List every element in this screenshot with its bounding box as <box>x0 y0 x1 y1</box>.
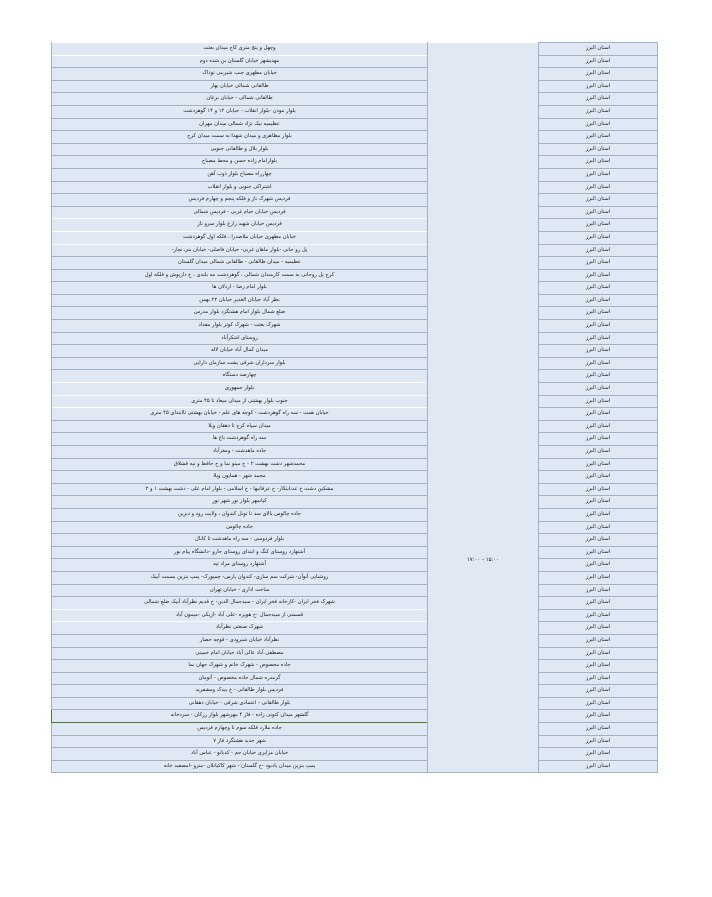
cell-province: استان البرز <box>539 723 658 736</box>
table-row <box>52 672 658 685</box>
table-row <box>52 584 658 597</box>
cell-address: بلوار مظاهری و میدان شهدا به سمت میدان کرج <box>52 131 428 144</box>
cell-address: بلوار سرداران شرقی پشت سازمان دارایی <box>52 357 428 370</box>
cell-province: استان البرز <box>539 320 658 333</box>
cell-address: طالقانی شمالی خیابان بهار <box>52 80 428 93</box>
table-row <box>52 80 658 93</box>
table-row <box>52 93 658 106</box>
table-row <box>52 370 658 383</box>
schedule-table <box>51 42 658 773</box>
table-row <box>52 710 658 723</box>
time-range-label: ۱۵:۰۰ - ۱۷:۰۰ <box>466 557 500 564</box>
cell-province: استان البرز <box>539 710 658 723</box>
cell-province: استان البرز <box>539 118 658 131</box>
cell-province: استان البرز <box>539 647 658 660</box>
cell-province: استان البرز <box>539 622 658 635</box>
table-row <box>52 307 658 320</box>
table-row <box>52 735 658 748</box>
cell-province: استان البرز <box>539 219 658 232</box>
schedule-table-body <box>52 43 658 773</box>
cell-address: گلشهر میدان کتونی زاده - فاز ۴ مهرشهر بلوار رزکان - سردخانه <box>52 710 428 723</box>
cell-province: استان البرز <box>539 68 658 81</box>
cell-province: استان البرز <box>539 257 658 270</box>
cell-address: شهر جدید هشتگرد فاز ۷ <box>52 735 428 748</box>
cell-address: وچهل و پنج متری کاج میدان بعثت <box>52 43 428 56</box>
cell-province: استان البرز <box>539 383 658 396</box>
cell-province: استان البرز <box>539 244 658 257</box>
cell-address: فردیس بلوار طالقانی - خ بیدک ومشفرید <box>52 685 428 698</box>
table-row <box>52 697 658 710</box>
table-row <box>52 508 658 521</box>
cell-province: استان البرز <box>539 508 658 521</box>
cell-address: چهارصد دستگاه <box>52 370 428 383</box>
table-row <box>52 660 658 673</box>
cell-address: مشکین دشت خ عدنایتکار- خ عرفانیها - خ اسلامی - بلوار امام علی - دشت بهشت ۱ و ۲ <box>52 483 428 496</box>
cell-address: جنوب بلوار بهشتی از میدان میعاد تا ۴۵ متری <box>52 395 428 408</box>
table-row <box>52 219 658 232</box>
cell-province: استان البرز <box>539 534 658 547</box>
table-row <box>52 257 658 270</box>
cell-province: استان البرز <box>539 408 658 421</box>
table-row <box>52 433 658 446</box>
cell-province: استان البرز <box>539 93 658 106</box>
cell-province: استان البرز <box>539 609 658 622</box>
cell-address: فردیس شهرک ناز و فلکه پنجم و چهارم فردیس <box>52 194 428 207</box>
table-row <box>52 534 658 547</box>
cell-province: استان البرز <box>539 80 658 93</box>
cell-address: جاده ملارد فلکه سوم تا وچهارم فردیس <box>52 723 428 736</box>
cell-province: استان البرز <box>539 131 658 144</box>
table-row <box>52 723 658 736</box>
table-row <box>52 471 658 484</box>
cell-province: استان البرز <box>539 458 658 471</box>
cell-province: استان البرز <box>539 231 658 244</box>
cell-province: استان البرز <box>539 357 658 370</box>
cell-address: نظرآباد خیابان شبرودی - قوچه حصار <box>52 634 428 647</box>
cell-province: استان البرز <box>539 483 658 496</box>
cell-province: استان البرز <box>539 672 658 685</box>
cell-address: میدان کمال آباد خیابان لاله <box>52 345 428 358</box>
cell-address: شهرک بعثت - شهرک کوثر بلوار مقداد <box>52 320 428 333</box>
table-row <box>52 68 658 81</box>
cell-province: استان البرز <box>539 433 658 446</box>
table-row <box>52 546 658 559</box>
table-row <box>52 181 658 194</box>
cell-province: استان البرز <box>539 105 658 118</box>
table-row <box>52 168 658 181</box>
cell-province: استان البرز <box>539 571 658 584</box>
cell-province: استان البرز <box>539 760 658 773</box>
table-row <box>52 206 658 219</box>
cell-address: خیابان همت - سه راه گوهردشت - کوچه های علم - خیابان بهشتی تاابتدای ۴۵ متری <box>52 408 428 421</box>
table-row <box>52 131 658 144</box>
table-row <box>52 748 658 761</box>
cell-address: بلوارامام زاده حسن و محط مصباح <box>52 156 428 169</box>
cell-address: بلوار بلال و طالقانی جنوبی <box>52 143 428 156</box>
table-row <box>52 408 658 421</box>
table-row <box>52 345 658 358</box>
cell-address: سه راه گوهردشت باغ ها <box>52 433 428 446</box>
table-row <box>52 420 658 433</box>
table-row <box>52 231 658 244</box>
table-row <box>52 760 658 773</box>
table-row <box>52 496 658 509</box>
cell-address: ضلع شمال بلوار امام هشتگرد بلوار مدرس <box>52 307 428 320</box>
cell-address: عظیمیه - میدان طالقانی - طالقانی شمالی میدان گلستان <box>52 257 428 270</box>
cell-address: مهدیشهر خیابان گلستان بن شده دوم <box>52 55 428 68</box>
table-row <box>52 43 658 56</box>
cell-address: قسمتی از سیدجمال -خ هویزه -علی آباد -ازبکی -میمون آباد <box>52 609 428 622</box>
table-row <box>52 383 658 396</box>
cell-province: استان البرز <box>539 345 658 358</box>
cell-province: استان البرز <box>539 43 658 56</box>
cell-address: شهرک فخر ایران -کارخانه فخر ایران - سیدجمال الدین- خ قدیم نظرآباد آبیک ضلع شمالی <box>52 597 428 610</box>
cell-province: استان البرز <box>539 735 658 748</box>
cell-province: استان البرز <box>539 471 658 484</box>
table-row <box>52 320 658 333</box>
cell-address: آشتهارد روستای کنگ و ابتدای روستای جارو -دانشگاه پیام نور <box>52 546 428 559</box>
cell-address: بلوار فردوسی - سه راه ماهدشت تا کانال <box>52 534 428 547</box>
table-row <box>52 118 658 131</box>
cell-address: بلوار امام رضا - اردلان ها <box>52 282 428 295</box>
cell-province: استان البرز <box>539 584 658 597</box>
table-row <box>52 483 658 496</box>
cell-address: عظیمیه نیک نژاد شمالی میدان مهران <box>52 118 428 131</box>
table-row <box>52 105 658 118</box>
cell-province: استان البرز <box>539 634 658 647</box>
cell-address: فردیس خیابان خیام غربی - فردیس شمالی <box>52 206 428 219</box>
cell-province: استان البرز <box>539 660 658 673</box>
cell-province: استان البرز <box>539 294 658 307</box>
cell-province: استان البرز <box>539 168 658 181</box>
cell-address: روشنایی آنوآن- شرکت سم سازی- کندوان پارس- چمپورک- پمپ بنزین بسمت آبیک <box>52 571 428 584</box>
cell-province: استان البرز <box>539 282 658 295</box>
table-row <box>52 294 658 307</box>
table-row <box>52 458 658 471</box>
schedule-table-container <box>55 42 658 773</box>
cell-address: چهارراه مصباح بلوار ذوب آهن <box>52 168 428 181</box>
cell-province: استان البرز <box>539 496 658 509</box>
table-row <box>52 622 658 635</box>
cell-address: آشتهارد روستای مراد تپه <box>52 559 428 572</box>
cell-province: استان البرز <box>539 181 658 194</box>
cell-address: جاده چالوس <box>52 521 428 534</box>
cell-address: میدان سپاه کرج تا دهقان ویلا <box>52 420 428 433</box>
cell-province: استان البرز <box>539 269 658 282</box>
cell-address: اشتراکی جنوبی و بلوار انقلاب <box>52 181 428 194</box>
table-row <box>52 269 658 282</box>
table-row <box>52 597 658 610</box>
cell-address: پل رو حانی -بلوار ماهان غربی- خیابان فاضلی- خیابان بنی نجار- <box>52 244 428 257</box>
cell-province: استان البرز <box>539 748 658 761</box>
cell-province: استان البرز <box>539 307 658 320</box>
table-row <box>52 685 658 698</box>
cell-address: فردیس خیابان شهید زارع بلوار سرو ناز <box>52 219 428 232</box>
table-row <box>52 446 658 459</box>
cell-address: طالقانی شمالی - خیابان برغان <box>52 93 428 106</box>
cell-province: استان البرز <box>539 420 658 433</box>
cell-address: جاده ماهدشت - ومغزآباد <box>52 446 428 459</box>
table-row <box>52 143 658 156</box>
cell-province: استان البرز <box>539 546 658 559</box>
cell-province: استان البرز <box>539 332 658 345</box>
cell-address: بلوار موذن -بلوار انقلاب - خیابان ۱۲ و ۱۴ گوهردشت <box>52 105 428 118</box>
cell-address: بلوار جمهوری <box>52 383 428 396</box>
table-row <box>52 634 658 647</box>
cell-address: کرج پل روحانی به سمت کارمندان شمالی ، گوهردشت مه بلندی ، خ داریوش و فلکه اول <box>52 269 428 282</box>
table-row <box>52 571 658 584</box>
table-row <box>52 647 658 660</box>
cell-province: استان البرز <box>539 559 658 572</box>
table-row <box>52 395 658 408</box>
cell-province: استان البرز <box>539 370 658 383</box>
cell-province: استان البرز <box>539 143 658 156</box>
cell-address: خیابان مطهری خیابان ملاصدرا ، فلکه اول گوهردشت <box>52 231 428 244</box>
cell-province: استان البرز <box>539 697 658 710</box>
cell-address: مصطفی آباد عالی آباد خیابان امام خمینی <box>52 647 428 660</box>
cell-time-range <box>428 43 539 773</box>
table-row <box>52 244 658 257</box>
cell-address: محمد شهر - همایون ویلا <box>52 471 428 484</box>
cell-address: جاده چالوس بالای سد تا تونل کندوان ، ولایت رود و دیزین <box>52 508 428 521</box>
cell-address: جاده مخصوص - شهرک خانم و شهرک جهان نما <box>52 660 428 673</box>
table-row <box>52 282 658 295</box>
cell-address: شهرک صنعتی نظرآباد <box>52 622 428 635</box>
cell-province: استان البرز <box>539 521 658 534</box>
cell-address: خیابان مطهری جنب شیرینی نوذاک <box>52 68 428 81</box>
cell-address: ساخت اداری - خیابان تهران <box>52 584 428 597</box>
cell-province: استان البرز <box>539 206 658 219</box>
table-row <box>52 357 658 370</box>
cell-address: روستای اشکرآباد <box>52 332 428 345</box>
cell-province: استان البرز <box>539 597 658 610</box>
cell-province: استان البرز <box>539 194 658 207</box>
cell-address: محمدشهر دشت بهشت ۲ - خ مینو تما و خ حافظ و تپه قشلاق <box>52 458 428 471</box>
cell-address: خیابان مزایری خیابان جم - کدبانو - عباس آباد <box>52 748 428 761</box>
cell-address: پمپ بنزین میدان یادبود -خ گلستان - شهر کاکیانلان -مترو -امصفید خانه <box>52 760 428 773</box>
table-row <box>52 194 658 207</box>
cell-address: کیانمهر بلوار نور شهر نور <box>52 496 428 509</box>
cell-address: بلوار طالقانی - اعتمادی شرقی - خیابان دهقانی <box>52 697 428 710</box>
cell-province: استان البرز <box>539 446 658 459</box>
cell-province: استان البرز <box>539 685 658 698</box>
table-row <box>52 156 658 169</box>
table-row <box>52 332 658 345</box>
cell-province: استان البرز <box>539 156 658 169</box>
cell-province: استان البرز <box>539 55 658 68</box>
cell-address: نظر آباد خیابان الغدیر خیابان ۲۲ بهمن <box>52 294 428 307</box>
cell-address: گرمدره شمال جاده مخصوص - آتومان <box>52 672 428 685</box>
cell-province: استان البرز <box>539 395 658 408</box>
table-row <box>52 521 658 534</box>
table-row <box>52 609 658 622</box>
table-row <box>52 55 658 68</box>
table-row <box>52 559 658 572</box>
